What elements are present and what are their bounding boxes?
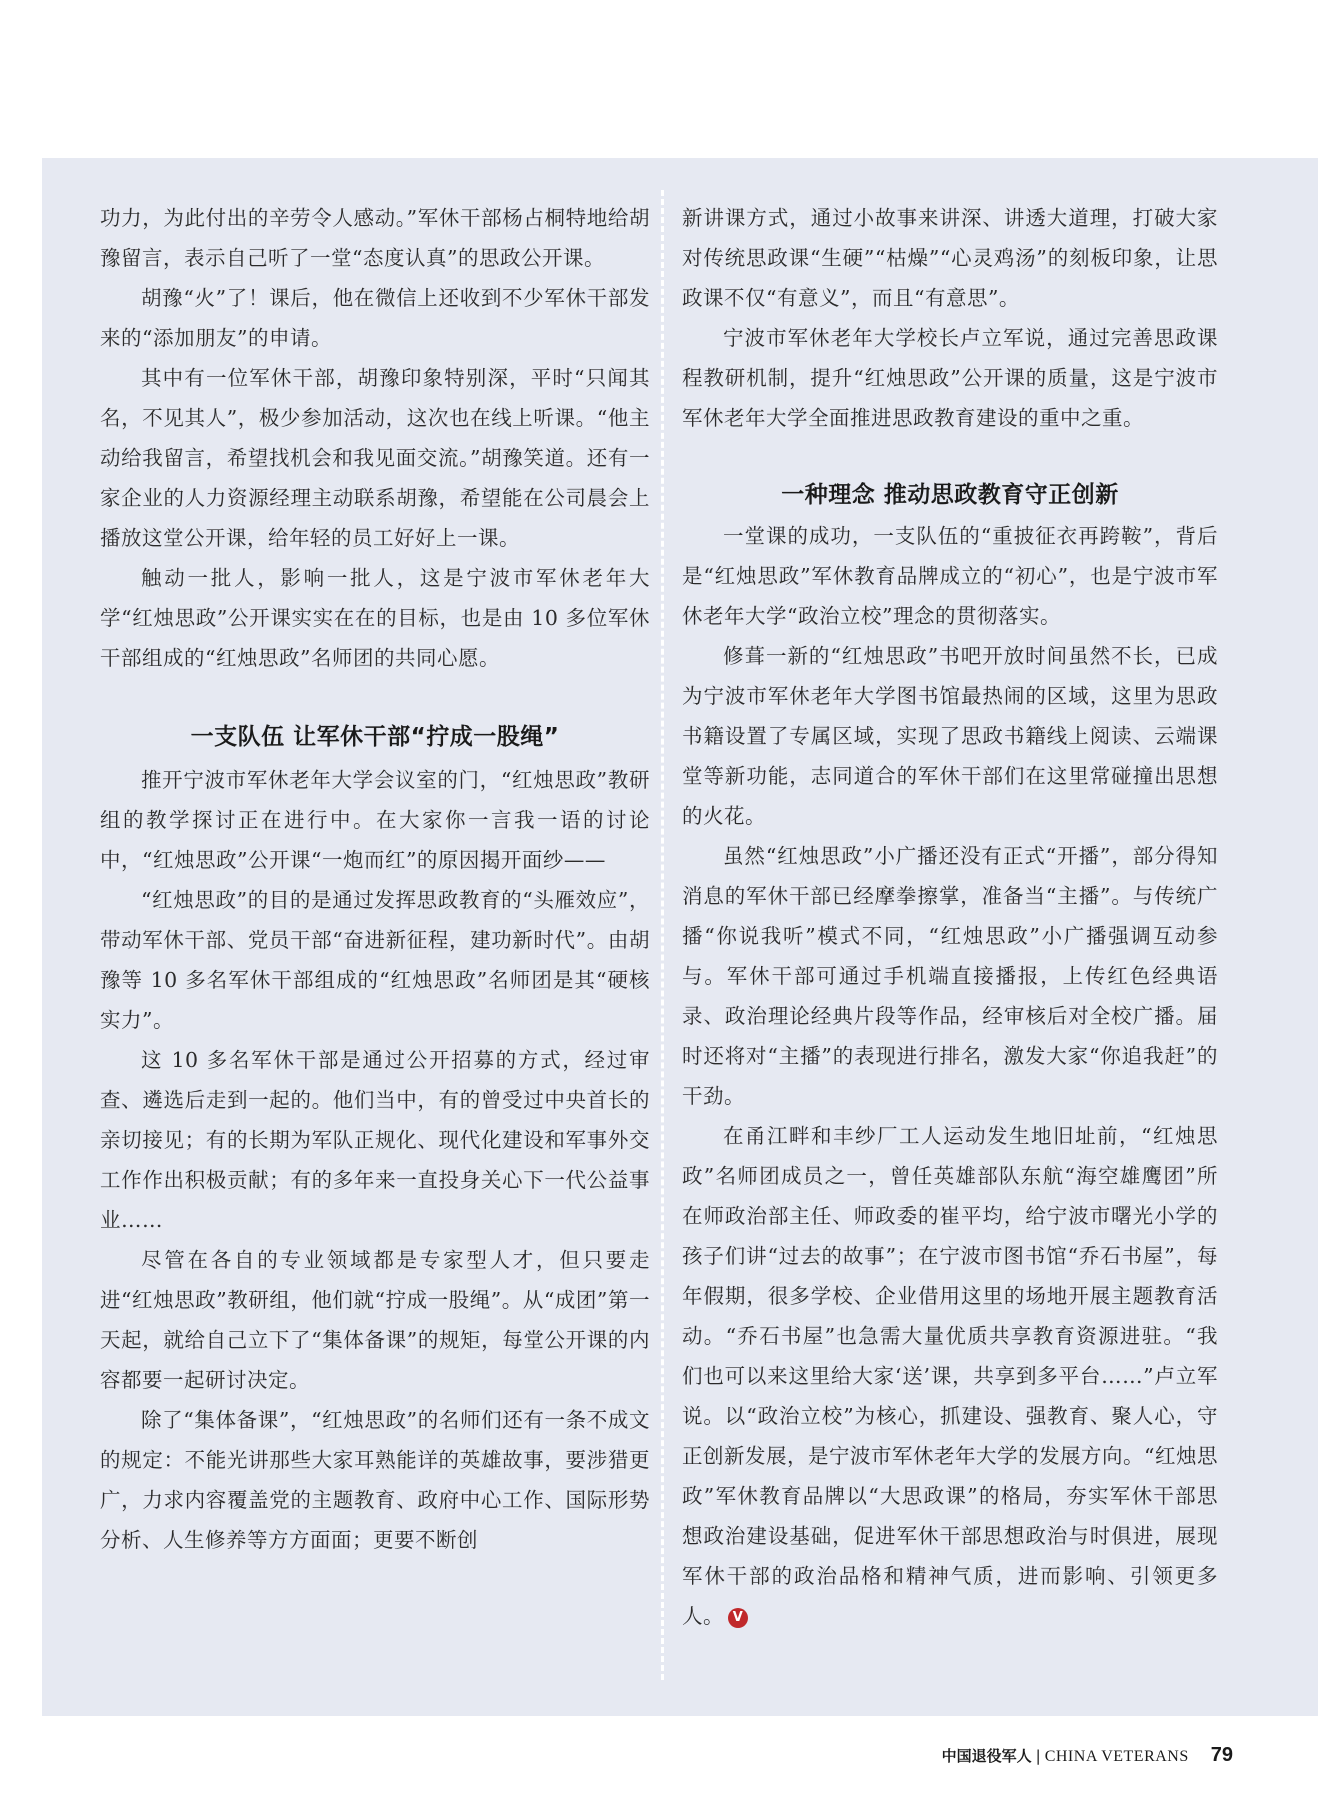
publication-name-cn: 中国退役军人 bbox=[941, 1747, 1032, 1765]
paragraph: 一堂课的成功，一支队伍的“重披征衣再跨鞍”，背后是“红烛思政”军休教育品牌成立的“初心”，也是宁波市军休老年大学“政治立校”理念的贯彻落实。 bbox=[682, 524, 1218, 628]
section-heading: 一种理念 推动思政教育守正创新 bbox=[781, 482, 1119, 508]
paragraph: 修葺一新的“红烛思政”书吧开放时间虽然不长，已成为宁波市军休老年大学图书馆最热闹的区域，这里为思政书籍设置了专属区域，实现了思政书籍线上阅读、云端课堂等新功能，志同道合的军休干部们在这里常碰撞出思想的火花。 bbox=[682, 644, 1218, 828]
paragraph: 胡豫“火”了！课后，他在微信上还收到不少军休干部发来的“添加朋友”的申请。 bbox=[100, 286, 650, 350]
paragraph-text: 在甬江畔和丰纱厂工人运动发生地旧址前，“红烛思政”名师团成员之一，曾任英雄部队东航“海空雄鹰团”所在师政治部主任、师政委的崔平均，给宁波市曙光小学的孩子们讲“过去的故事”；在宁波市图书馆“乔石书屋”，每年假期，很多学校、企业借用这里的场地开展主题教育活动。“乔石书屋”也急需大量优质共享教育资源进驻。“我们也可以来这里给大家‘送’课，共享到多平台……”卢立军说。以“政治立校”为核心，抓建设、强教育、聚人心，守正创新发展，是宁波市军休老年大学的发展方向。“红烛思政”军休教育品牌以“大思政课”的格局，夯实军休干部思想政治建设基础，促进军休干部思想政治与时俱进，展现军休干部的政治品格和精神气质，进而影响、引领更多人。 bbox=[682, 1124, 1218, 1628]
publication-name-en: CHINA VETERANS bbox=[1044, 1748, 1189, 1765]
article-end-mark-icon: V bbox=[728, 1608, 748, 1628]
column-divider bbox=[661, 190, 664, 1680]
footer-separator: | bbox=[1035, 1747, 1041, 1765]
section-heading: 一支队伍 让军休干部“拧成一股绳” bbox=[190, 724, 560, 750]
paragraph: 触动一批人，影响一批人，这是宁波市军休老年大学“红烛思政”公开课实实在在的目标，也是由 10 多位军休干部组成的“红烛思政”名师团的共同心愿。 bbox=[100, 566, 650, 670]
page-number: 79 bbox=[1210, 1744, 1233, 1766]
paragraph bbox=[682, 1116, 1218, 1636]
paragraph: 功力，为此付出的辛劳令人感动。”军休干部杨占桐特地给胡豫留言，表示自己听了一堂“态度认真”的思政公开课。 bbox=[100, 206, 650, 270]
paragraph: 新讲课方式，通过小故事来讲深、讲透大道理，打破大家对传统思政课“生硬”“枯燥”“心灵鸡汤”的刻板印象，让思政课不仅“有意义”，而且“有意思”。 bbox=[682, 206, 1218, 310]
paragraph: 除了“集体备课”，“红烛思政”的名师们还有一条不成文的规定：不能光讲那些大家耳熟能详的英雄故事，要涉猎更广，力求内容覆盖党的主题教育、政府中心工作、国际形势分析、人生修养等方方面面；更要不断创 bbox=[100, 1408, 650, 1552]
right-column bbox=[682, 198, 1218, 1636]
paragraph: 虽然“红烛思政”小广播还没有正式“开播”，部分得知消息的军休干部已经摩拳擦掌，准备当“主播”。与传统广播“你说我听”模式不同，“红烛思政”小广播强调互动参与。军休干部可通过手机端直接播报，上传红色经典语录、政治理论经典片段等作品，经审核后对全校广播。届时还将对“主播”的表现进行排名，激发大家“你追我赶”的干劲。 bbox=[682, 844, 1218, 1108]
paragraph: 推开宁波市军休老年大学会议室的门，“红烛思政”教研组的教学探讨正在进行中。在大家你一言我一语的讨论中，“红烛思政”公开课“一炮而红”的原因揭开面纱—— bbox=[100, 768, 650, 872]
paragraph: 这 10 多名军休干部是通过公开招募的方式，经过审查、遴选后走到一起的。他们当中，有的曾受过中央首长的亲切接见；有的长期为军队正规化、现代化建设和军事外交工作作出积极贡献；有的多年来一直投身关心下一代公益事业…… bbox=[100, 1048, 650, 1232]
paragraph: 宁波市军休老年大学校长卢立军说，通过完善思政课程教研机制，提升“红烛思政”公开课的质量，这是宁波市军休老年大学全面推进思政教育建设的重中之重。 bbox=[682, 326, 1218, 430]
page-footer bbox=[942, 1744, 1233, 1767]
left-column bbox=[100, 198, 650, 1560]
paragraph: 尽管在各自的专业领域都是专家型人才，但只要走进“红烛思政”教研组，他们就“拧成一股绳”。从“成团”第一天起，就给自己立下了“集体备课”的规矩，每堂公开课的内容都要一起研讨决定。 bbox=[100, 1248, 650, 1392]
paragraph: 其中有一位军休干部，胡豫印象特别深，平时“只闻其名，不见其人”，极少参加活动，这次也在线上听课。“他主动给我留言，希望找机会和我见面交流。”胡豫笑道。还有一家企业的人力资源经理主动联系胡豫，希望能在公司晨会上播放这堂公开课，给年轻的员工好好上一课。 bbox=[100, 366, 650, 550]
paragraph: “红烛思政”的目的是通过发挥思政教育的“头雁效应”，带动军休干部、党员干部“奋进新征程，建功新时代”。由胡豫等 10 多名军休干部组成的“红烛思政”名师团是其“硬核实力”。 bbox=[100, 888, 650, 1032]
